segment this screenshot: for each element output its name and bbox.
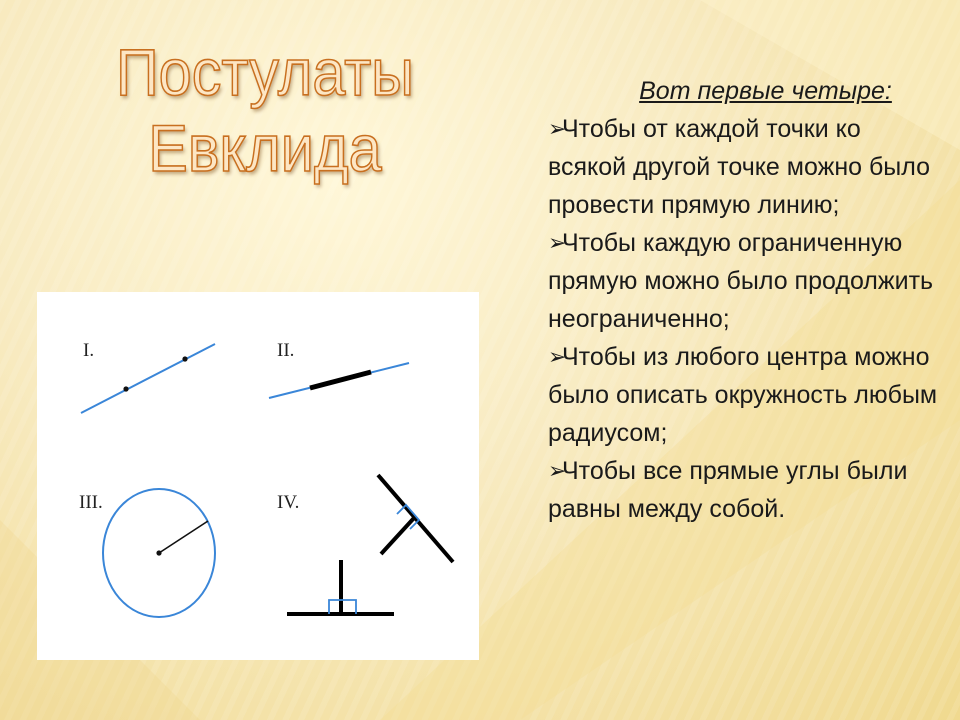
postulate-1-text: Чтобы от каждой точки ко всякой другой точке можно было провести прямую линию; bbox=[548, 115, 931, 219]
list-item bbox=[548, 338, 943, 452]
postulate-3-text: Чтобы из любого центра можно было описать окружность любым радиусом; bbox=[548, 343, 938, 447]
postulate-2-text: Чтобы каждую ограниченную прямую можно было продолжить неограниченно; bbox=[548, 229, 934, 333]
infinite-line-1 bbox=[81, 344, 215, 413]
arrowhead-bullet-icon: ➢ bbox=[548, 116, 567, 141]
arrowhead-bullet-icon: ➢ bbox=[548, 458, 567, 483]
circle-center bbox=[156, 550, 161, 555]
point-b bbox=[182, 356, 187, 361]
list-item bbox=[548, 452, 943, 528]
list-item bbox=[548, 224, 943, 338]
bounded-segment bbox=[310, 372, 371, 388]
radius bbox=[159, 521, 208, 553]
angle-leg-2 bbox=[381, 518, 414, 554]
label-postulate-2: II. bbox=[277, 340, 295, 361]
point-a bbox=[123, 386, 128, 391]
postulates-list bbox=[548, 110, 943, 528]
arrowhead-bullet-icon: ➢ bbox=[548, 344, 567, 369]
postulates-illustration bbox=[37, 292, 479, 660]
subtitle: Вот первые четыре: bbox=[639, 77, 892, 105]
label-postulate-1: I. bbox=[83, 340, 95, 361]
title-line-1: Постулаты bbox=[115, 35, 414, 109]
list-item bbox=[548, 110, 943, 224]
angle-base-2 bbox=[378, 475, 453, 562]
postulate-4-text: Чтобы все прямые углы были равны между собой. bbox=[548, 457, 908, 523]
title-line-2: Евклида bbox=[148, 111, 382, 185]
postulates-text bbox=[548, 72, 943, 528]
slide-title bbox=[81, 34, 450, 186]
label-postulate-3: III. bbox=[79, 492, 103, 513]
label-postulate-4: IV. bbox=[277, 492, 300, 513]
arrowhead-bullet-icon: ➢ bbox=[548, 230, 567, 255]
